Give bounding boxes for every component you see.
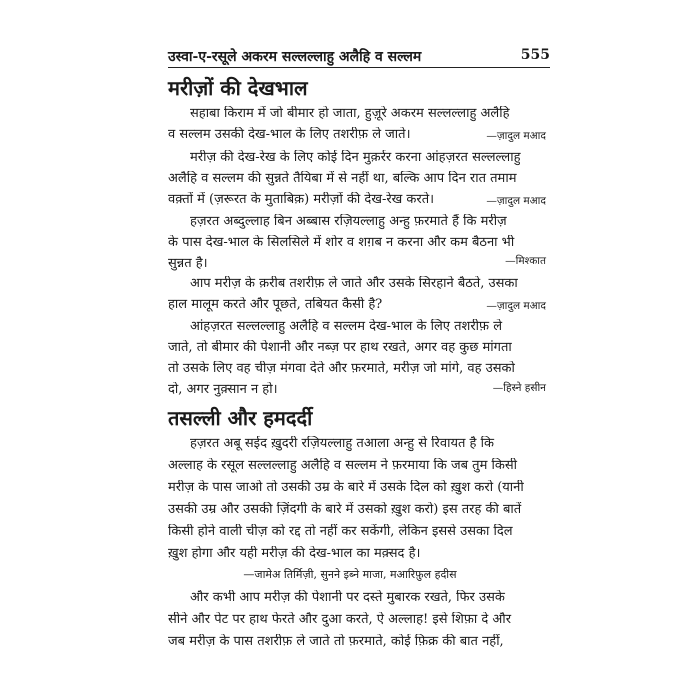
paragraph-line: वक़्तों में (ज़रूरत के मुताबिक़) मरीज़ों की देख-रेख करते। xyxy=(168,192,435,207)
paragraph-line: जाते, तो बीमार की पेशानी और नब्ज़ पर हाथ रखते, अगर वह कुछ मांगता xyxy=(168,340,512,355)
running-header xyxy=(168,45,550,68)
paragraph-line: अलैहि व सल्लम की सुन्नते तैयिबा में से नहीं था, बल्कि आप दिन रात तमाम xyxy=(168,171,517,186)
paragraph-line: हज़रत अबू सईद ख़ुदरी रज़ियल्लाहु तआला अन्हु से रिवायत है कि xyxy=(190,436,494,451)
paragraph-line: के पास देख-भाल के सिलसिले में शोर व शग़ब न करना और कम बैठना भी xyxy=(168,235,515,250)
source-citation: —ज़ादुल मआद xyxy=(486,130,546,142)
page-number: 555 xyxy=(520,47,550,63)
paragraph-line: सहाबा किराम में जो बीमार हो जाता, हुज़ूरे अकरम सल्लल्लाहु अलैहि xyxy=(190,106,510,121)
paragraph-line: हज़रत अब्दुल्लाह बिन अब्बास रज़ियल्लाहु अन्हु फ़रमाते हैं कि मरीज़ xyxy=(190,214,507,229)
source-citation: —ज़ादुल मआद xyxy=(486,195,546,207)
paragraph-line: आप मरीज़ के क़रीब तशरीफ़ ले जाते और उसके सिरहाने बैठते, उसका xyxy=(190,276,518,291)
section-heading: मरीज़ों की देखभाल xyxy=(168,76,308,100)
paragraph-line: किसी होने वाली चीज़ को रद्द तो नहीं कर सकेंगी, लेकिन इससे उसका दिल xyxy=(168,524,513,539)
paragraph-line: और कभी आप मरीज़ की पेशानी पर दस्ते मुबारक रखते, फिर उसके xyxy=(190,590,505,605)
source-citation: —ज़ादुल मआद xyxy=(486,300,546,312)
running-title: उस्वा-ए-रसूले अकरम सल्लल्लाहु अलैहि व सल्लम xyxy=(168,49,422,65)
paragraph-line: व सल्लम उसकी देख-भाल के लिए तशरीफ़ ले जाते। xyxy=(168,127,411,142)
source-citation: —मिश्कात xyxy=(505,255,546,267)
paragraph-line: अल्लाह के रसूल सल्लल्लाहु अलैहि व सल्लम ने फ़रमाया कि जब तुम किसी xyxy=(168,458,517,473)
paragraph-line: तो उसके लिए वह चीज़ मंगवा देते और फ़रमाते, मरीज़ जो मांगे, वह उसको xyxy=(168,361,515,376)
paragraph-line: उसकी उम्र और उसकी ज़िंदगी के बारे में उसको ख़ुश करो) इस तरह की बातें xyxy=(168,502,522,517)
source-citation: —हिस्ने हसीन xyxy=(492,382,546,394)
paragraph-line: दो, अगर नुक़्सान न हो। xyxy=(168,382,278,397)
paragraph-line: मरीज़ की देख-रेख के लिए कोई दिन मुक़र्रर करना आंहज़रत सल्लल्लाहु xyxy=(190,150,521,165)
paragraph-line: जब मरीज़ के पास तशरीफ़ ले जाते तो फ़रमाते, कोई फ़िक्र की बात नहीं, xyxy=(168,634,504,649)
paragraph-line: सुन्नत है। xyxy=(168,256,208,271)
paragraph-line: ख़ुश होगा और यही मरीज़ की देख-भाल का मक़्सद है। xyxy=(168,546,421,561)
paragraph-line: आंहज़रत सल्लल्लाहु अलैहि व सल्लम देख-भाल के लिए तशरीफ़ ले xyxy=(190,319,503,334)
source-citation: —जामेअ तिर्मिज़ी, सुनने इब्ने माजा, मआरिफ़ुल हदीस xyxy=(243,568,457,581)
section-heading: तसल्ली और हमदर्दी xyxy=(168,406,313,430)
paragraph-line: हाल मालूम करते और पूछते, तबियत कैसी है? xyxy=(168,297,383,312)
paragraph-line: सीने और पेट पर हाथ फेरते और दुआ करते, ऐ अल्लाह! इसे शिफ़ा दे और xyxy=(168,612,512,627)
paragraph-line: मरीज़ के पास जाओ तो उसकी उम्र के बारे में उसके दिल को ख़ुश करो (यानी xyxy=(168,480,524,495)
